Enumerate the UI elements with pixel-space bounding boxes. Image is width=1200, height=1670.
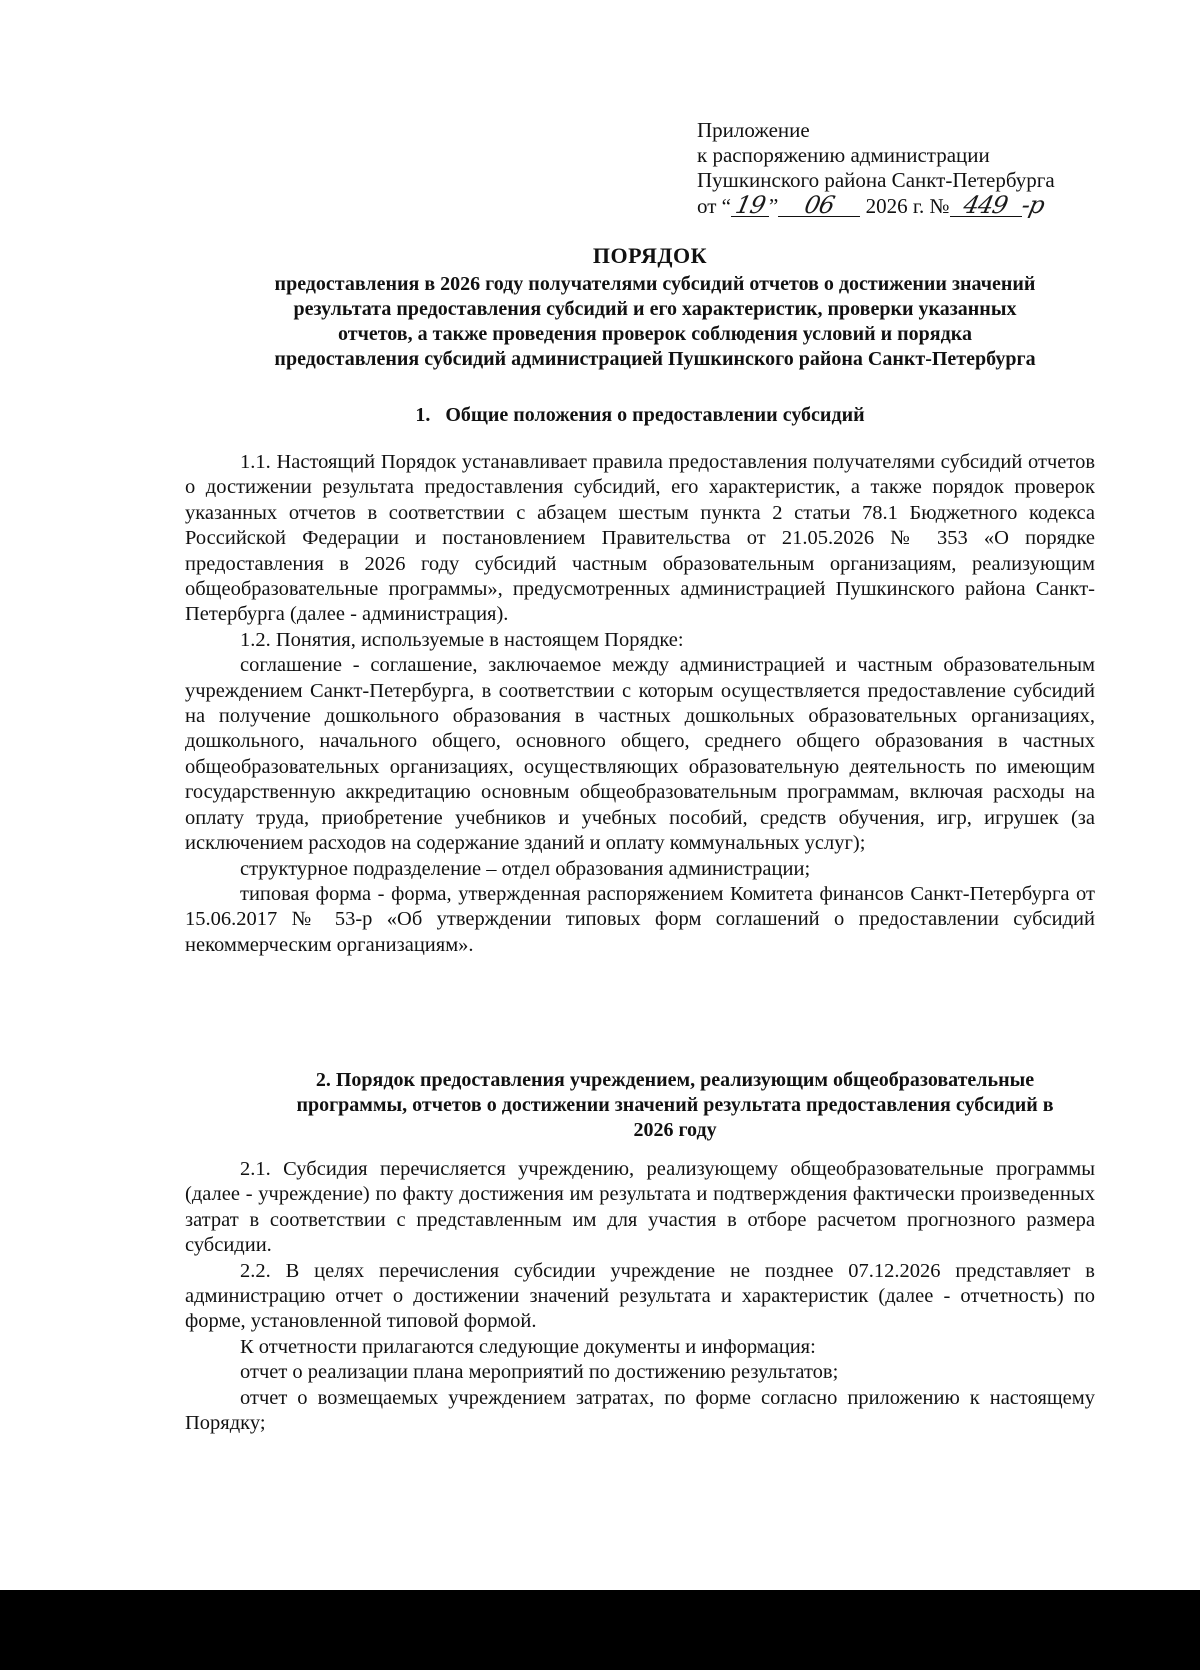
subtitle-line-4: предоставления субсидий администрацией Пушкинского района Санкт-Петербурга xyxy=(274,348,1036,370)
appendix-line-2: к распоряжению администрации xyxy=(697,143,990,167)
document-title: ПОРЯДОК xyxy=(592,243,708,268)
date-month: 06 xyxy=(802,191,837,219)
section-2-heading-line-2: программы, отчетов о достижении значений результата предоставления субсидий в xyxy=(296,1094,1054,1116)
paragraph-plan-report: отчет о реализации плана мероприятий по достижению результатов; xyxy=(240,1361,839,1384)
section-2-heading xyxy=(175,1068,1175,1143)
doc-number: 449 xyxy=(961,191,1010,219)
section-1-heading: 1. Общие положения о предоставлении субсидий xyxy=(415,404,865,426)
paragraph-2-1: 2.1. Субсидия перечисляется учреждению, реализующему общеобразовательные программы (далее - учреждение) по факту достижения им результата и подтверждения фактически произведенных затрат в соответствии с представленным им для участия в отборе расчетом прогнозного размера субсидии. xyxy=(185,1158,1095,1257)
date-prefix: от “ xyxy=(697,194,731,218)
appendix-date-line xyxy=(697,193,1157,219)
date-quote: ” xyxy=(768,194,779,218)
appendix-header xyxy=(697,118,1157,219)
section-2-heading-line-1: 2. Порядок предоставления учреждением, реализующим общеобразовательные xyxy=(315,1069,1035,1091)
section-2-heading-line-3: 2026 году xyxy=(633,1119,717,1141)
date-day: 19 xyxy=(732,191,768,219)
doc-number-field xyxy=(950,191,1022,219)
subtitle-line-2: результата предоставления субсидий и его характеристик, проверки указанных xyxy=(293,298,1017,320)
paragraph-agreement-definition: соглашение - соглашение, заключаемое между администрацией и частным образовательным учреждением Санкт-Петербурга, в соответствии с которым осуществляется предоставление субсидий на получение дошкольного образования в частных дошкольных образовательных организациях, дошкольного, начального общего, основного общего, среднего общего образования в частных общеобразовательных организациях, осуществляющих образовательную деятельность по имеющим государственную аккредитацию основным общеобразовательным программам, включая расходы на оплату труда, приобретение учебников и учебных пособий, средств обучения, игр, игрушек (за исключением расходов на содержание зданий и оплату коммунальных услуг); xyxy=(185,654,1095,855)
paragraph-department-definition: структурное подразделение – отдел образования администрации; xyxy=(240,857,811,880)
paragraph-attachments-intro: К отчетности прилагаются следующие документы и информация: xyxy=(240,1335,816,1358)
subtitle-line-1: предоставления в 2026 году получателями субсидий отчетов о достижении значений xyxy=(274,273,1036,295)
section-1-body xyxy=(185,450,1095,958)
paragraph-1-1: 1.1. Настоящий Порядок устанавливает правила предоставления получателями субсидий отчетов о достижении результата предоставления субсидий, его характеристик, а также порядок проверок указанных отчетов в соответствии с абзацем шестым пункта 2 статьи 78.1 Бюджетного кодекса Российской Федерации и постановлением Правительства от 21.05.2026 № 353 «О порядке предоставления в 2026 году субсидий частным образовательным организациям, реализующим общеобразовательные программы», предусмотренных администрацией Пушкинского района Санкт-Петербурга (далее - администрация). xyxy=(185,451,1095,626)
appendix-line-1: Приложение xyxy=(697,118,810,142)
paragraph-1-2: 1.2. Понятия, используемые в настоящем Порядке: xyxy=(240,628,684,651)
date-month-field xyxy=(778,191,860,219)
paragraph-form-definition: типовая форма - форма, утвержденная распоряжением Комитета финансов Санкт-Петербурга от 15.06.2017 № 53-р «Об утверждении типовых форм соглашений о предоставлении субсидий некоммерческим организациям». xyxy=(185,882,1095,956)
date-year: 2026 г. № xyxy=(865,194,950,218)
section-2-body xyxy=(185,1157,1095,1436)
appendix-line-3: Пушкинского района Санкт-Петербурга xyxy=(697,168,1055,192)
subtitle-line-3: отчетов, а также проведения проверок соблюдения условий и порядка xyxy=(338,323,972,345)
paragraph-2-2: 2.2. В целях перечисления субсидии учреждение не позднее 07.12.2026 представляет в администрацию отчет о достижении значений результата и характеристик (далее - отчетность) по форме, установленной типовой формой. xyxy=(185,1259,1095,1333)
paragraph-costs-report: отчет о возмещаемых учреждением затратах, по форме согласно приложению к настоящему Порядку; xyxy=(185,1386,1095,1435)
doc-suffix: -р xyxy=(1018,191,1047,219)
date-day-field xyxy=(731,191,769,219)
scan-bottom-bar xyxy=(0,1590,1200,1670)
document-subtitle xyxy=(140,272,1170,372)
